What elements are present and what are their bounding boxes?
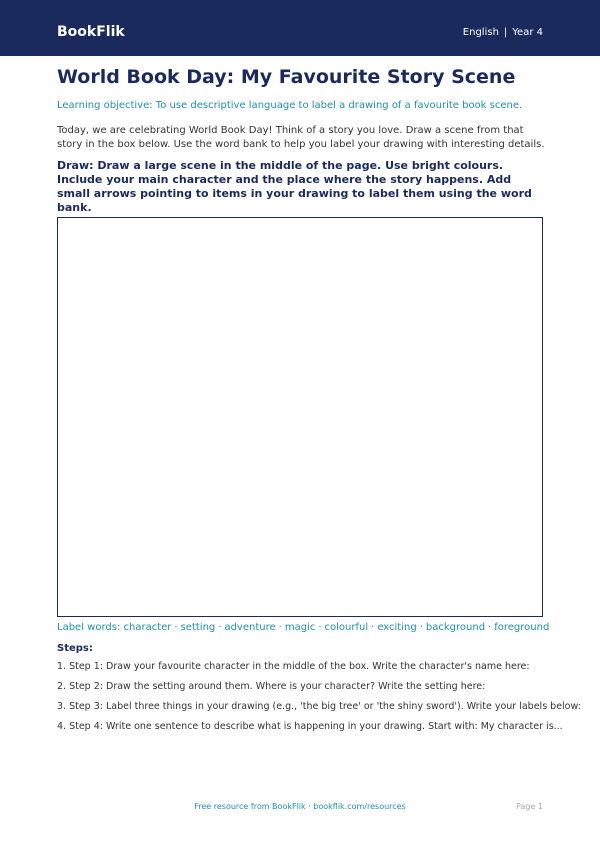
word-bank: Label words: character · setting · adventure · magic · colourful · exciting · background · foreground [57,622,550,633]
subject-year [463,25,543,41]
meta-separator: | [503,27,508,38]
word-bank-word: exciting [377,622,417,633]
steps-heading: Steps: [57,643,93,654]
brand-logo[interactable]: BookFlik [57,24,125,40]
intro-text: Today, we are celebrating World Book Day! Think of a story you love. Draw a scene from that story in the box below. Use the word bank to help you label your drawing with interesting details. [57,125,545,150]
step-item: 3. Step 3: Label three things in your drawing (e.g., 'the big tree' or 'the shiny sword'). Write your labels below: [57,701,581,712]
word-bank-word: foreground [494,622,550,633]
steps-list [57,660,581,740]
word-bank-word: magic [284,622,316,633]
word-bank-word: character [123,622,172,633]
word-bank-word: setting [180,622,216,633]
word-bank-word: background [425,622,486,633]
learning-objective: Learning objective: To use descriptive language to label a drawing of a favourite book scene. [57,100,523,111]
word-bank-word: colourful [324,622,369,633]
step-item: 1. Step 1: Draw your favourite character in the middle of the box. Write the character's name here: [57,661,530,672]
year-label: Year 4 [512,27,543,38]
task-instructions: Draw: Draw a large scene in the middle of the page. Use bright colours. Include your main character and the place where the story happens. Add small arrows pointing to items in your drawing to label them using the word bank. [57,159,532,214]
page-number: Page 1 [516,802,543,811]
header-bar [0,0,600,56]
page-title: World Book Day: My Favourite Story Scene [57,66,516,88]
word-bank-word: adventure [224,622,276,633]
drawing-box[interactable] [57,217,543,617]
step-item: 4. Step 4: Write one sentence to describe what is happening in your drawing. Start with: My character is... [57,721,563,732]
footer-credit[interactable]: Free resource from BookFlik · bookflik.com/resources [194,802,406,811]
step-item: 2. Step 2: Draw the setting around them. Where is your character? Write the setting here: [57,681,486,692]
subject-label: English [462,27,499,38]
word-bank-label: Label words: [57,622,121,633]
